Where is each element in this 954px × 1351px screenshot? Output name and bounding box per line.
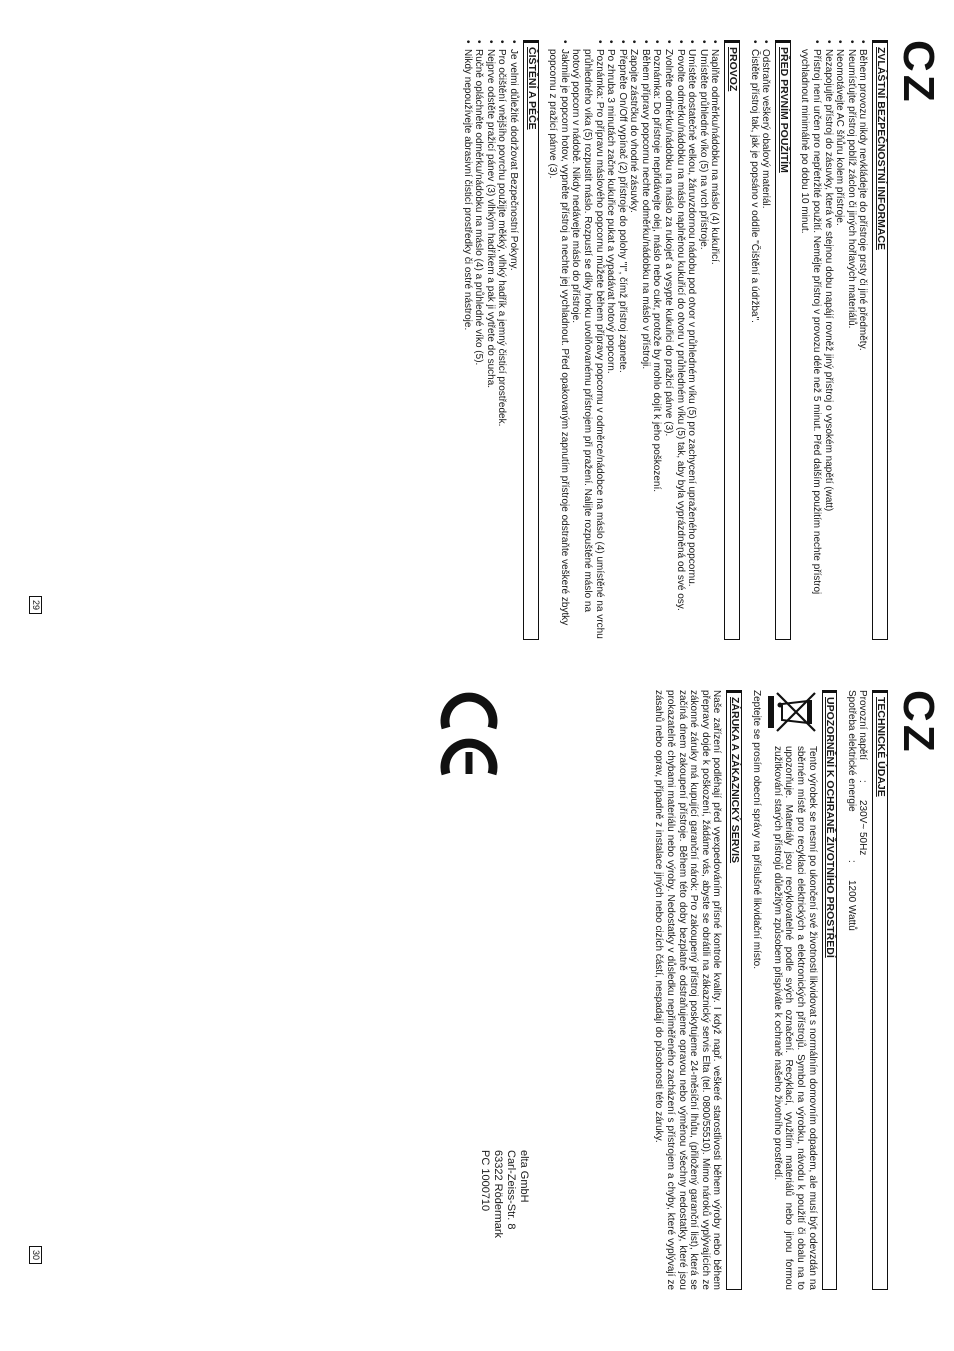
- list-item: • Neomotávejte AC šňůru kolem přístroje.: [834, 40, 846, 640]
- spec-label: Provozní napětí: [857, 690, 869, 761]
- list-item: • Poznámka: Pro přípravu máslového popcornu můžete během přípravy popcornu v odměrce/nádobce na máslo (4) umístěné na vrchu průhledného víka (5) rozpustit máslo. Rozpustí se díky horku uvolňovanému přístrojem při pražení. Nalijte rozpuštěné máslo na hotový popcorn v nádobě. Nikdy nedávejte máslo do přístroje.: [570, 40, 605, 640]
- page-number: 29: [29, 596, 42, 614]
- first-use-section: [748, 40, 791, 640]
- section-heading: ZÁRUKA A ZÁKAZNICKÝ SERVIS: [726, 690, 742, 1290]
- spec-value: 1200 Wattů: [845, 880, 857, 931]
- language-code: CZ: [894, 40, 943, 105]
- safety-section: [799, 40, 888, 640]
- spec-value: 230V~ 50Hz: [857, 800, 869, 856]
- section-heading: UPOZORNĚNÍ K OCHRANĚ ŽIVOTNÍHO PROSTŘEDÍ: [822, 690, 838, 1290]
- warranty-text: Naše zařízení podléhají před vyexpedováním přísné kontrole kvality. I když např. veškeré starostlivosti během výroby nebo během přepravy dojde k poškození, žádáme vás, abyste se obrátili na zákaznický servis Elta (tel. 0800/55510). Mimo nároků vyplývajících ze zákonné záruky má kupující garanční nárok: Pro zakoupený přístroj poskytujeme 24-měsíční lhůtu, (přiložený garanční list), která se začíná dnem zakoupení přístroje. Během této doby bezplatně odstraňujeme opravou nebo výměnou všechny nedostatky, které jsou prokazatelně chybami materiálu nebo výroby. Nedostatky v důsledku nepřiměřeného zacházení s přístrojem a chyby, které vyplývají ze zásahů nebo oprav, případně z instalace jiných nebo cizích částí, nespadají do působnosti této záruky.: [653, 690, 723, 1290]
- list-item: • Během provozu nikdy nevkládejte do přístroje prsty či jiné předměty.: [857, 40, 869, 640]
- address-line: 63322 Rödermark: [492, 1150, 504, 1239]
- page-30-column: [645, 690, 888, 1290]
- address-line: elta GmbH: [518, 1150, 530, 1203]
- ce-mark-icon: [438, 690, 500, 778]
- list-item: • Poznámka: Do přístroje nepřidávejte olej, máslo nebo cukr, protože by mohlo dojít k jeho poškození.: [651, 40, 663, 640]
- list-item: • Přístroj není určen pro nepřetržité použití. Nemějte přístroj v provozu déle než 5 minut. Před dalším použitím nechte přístroj vychladnout minimálně po dobu 10 minut.: [799, 40, 822, 640]
- list-item: • Ručně opláchněte odměrku/nádobku na máslo (4) a průhledné víko (5).: [473, 40, 485, 640]
- manual-page-30: [31, 690, 943, 1310]
- spec-separator: :: [857, 780, 869, 783]
- section-heading: TECHNICKÉ ÚDAJE: [872, 690, 888, 1290]
- address-line: PC 1000710: [479, 1150, 491, 1212]
- spec-label: Spotřeba elektrické energie: [845, 690, 857, 812]
- spec-row: [845, 690, 857, 1290]
- section-heading: PROVOZ: [724, 40, 740, 640]
- technical-data-section: [845, 690, 888, 1290]
- list-item: • Zvolněte odměrku/nádobku na máslo za rukojeť a vysypte kukuřici do pražicí pánve (3).: [663, 40, 675, 640]
- manufacturer-address: [478, 1150, 530, 1238]
- list-item: • Neumísťujte přístroj poblíž záclon či jiných hořlavých materiálů.: [845, 40, 857, 640]
- list-item: • Po zhruba 3 minutách začne kukuřice pukat a vypadávat hotový popcorn.: [605, 40, 617, 640]
- list-item: • Nezapojujte přístroj do zásuvky, která ve stejnou dobu napájí rovněž jiný přístroj o vysokém napětí (watt): [822, 40, 834, 640]
- spec-separator: :: [845, 860, 857, 863]
- crossed-out-wheelie-bin-icon: [768, 690, 818, 734]
- list-item: • Naplňte odměrku/nádobku na máslo (4) kukuřicí.: [709, 40, 721, 640]
- list-item: • Během přípravy popcornu nechte odměrku/nádobku na máslo v přístroji.: [639, 40, 651, 640]
- language-code: CZ: [894, 690, 943, 755]
- list-item: • Jakmile je popcorn hotov, vypněte přístroj a nechte jej vychladnout. Před opakovaným zapnutím přístroje odstraňte veškeré zbytky popcornu z pražicí pánve (3).: [547, 40, 570, 640]
- list-item: • Umístěte dostatečně velkou, žáruvzdornou nádobu pod otvor v průhledném víku (5) pro zachycení upraženého popcornu.: [686, 40, 698, 640]
- list-item: • Umístěte průhledné víko (5) na vrch přístroje.: [697, 40, 709, 640]
- list-item: • Zapojte zástrčku do vhodné zásuvky.: [628, 40, 640, 640]
- list-item: • Nejprve odstěte pražicí pánev (3) vlhkým hadříkem a pak ji vytřete do sucha.: [484, 40, 496, 640]
- environment-section: [750, 690, 837, 1290]
- section-heading: ČIŠTĚNÍ A PÉČE: [523, 40, 539, 640]
- list-item: • Přepněte On/Off vypínač (2) přístroje do polohy "I", čímž přístroj zapnete.: [616, 40, 628, 640]
- section-heading: PŘED PRVNÍM POUŽITÍM: [775, 40, 791, 640]
- list-item: • Je velmi důležité dodržovat Bezpečnostní Pokyny.: [507, 40, 519, 640]
- section-heading: ZVLÁŠTNÍ BEZPEČNOSTNÍ INFORMACE: [872, 40, 888, 640]
- address-line: Carl-Zeiss-Str. 8: [505, 1150, 517, 1230]
- list-item: • Pro očištění vnějšího povrchu použijte měkký, vlhký hadřík a jemný čisticí prostředek.: [496, 40, 508, 640]
- page-29-column: [453, 40, 888, 640]
- environment-text: Tento výrobek se nesmí po ukončení své životnosti likvidovat s normálním domovním odpadem, ale musí být odevzdán na sběrném místě pro recyklaci elektrických a elektronických přístrojů. Symbol na výrobku, návodu k použití či obalu na to upozorňuje. Materiály jsou recyklovatelné podle svých označení. Recyklací, využitím materiálů nebo jinou formou zužitkování starých přístrojů důležitým způsobem přispíváte k ochraně našeho životního prostředí.: [771, 746, 818, 1290]
- warranty-section: [653, 690, 742, 1290]
- operation-section: [547, 40, 741, 640]
- spec-row: [857, 690, 869, 1290]
- list-item: • Čistěte přístroj tak, jak je popsáno v oddíle "Čištění a údržba".: [748, 40, 760, 640]
- list-item: • Odstraňte veškerý obalový materiál.: [760, 40, 772, 640]
- disposal-note: Zeptejte se prosím obecní správy na příslušné likvidační místo.: [750, 690, 762, 970]
- cleaning-section: [461, 40, 539, 640]
- list-item: • Nikdy nepoužívejte abrasivní čisticí prostředky či ostré nástroje.: [461, 40, 473, 640]
- manual-page-29: [31, 40, 943, 660]
- page-number: 30: [29, 1246, 42, 1264]
- list-item: • Povolte odměrku/nádobku na máslo naplněnou kukuřicí do otvoru v průhledném víku (5) tak, aby byla vyprázdněná od své osy.: [674, 40, 686, 640]
